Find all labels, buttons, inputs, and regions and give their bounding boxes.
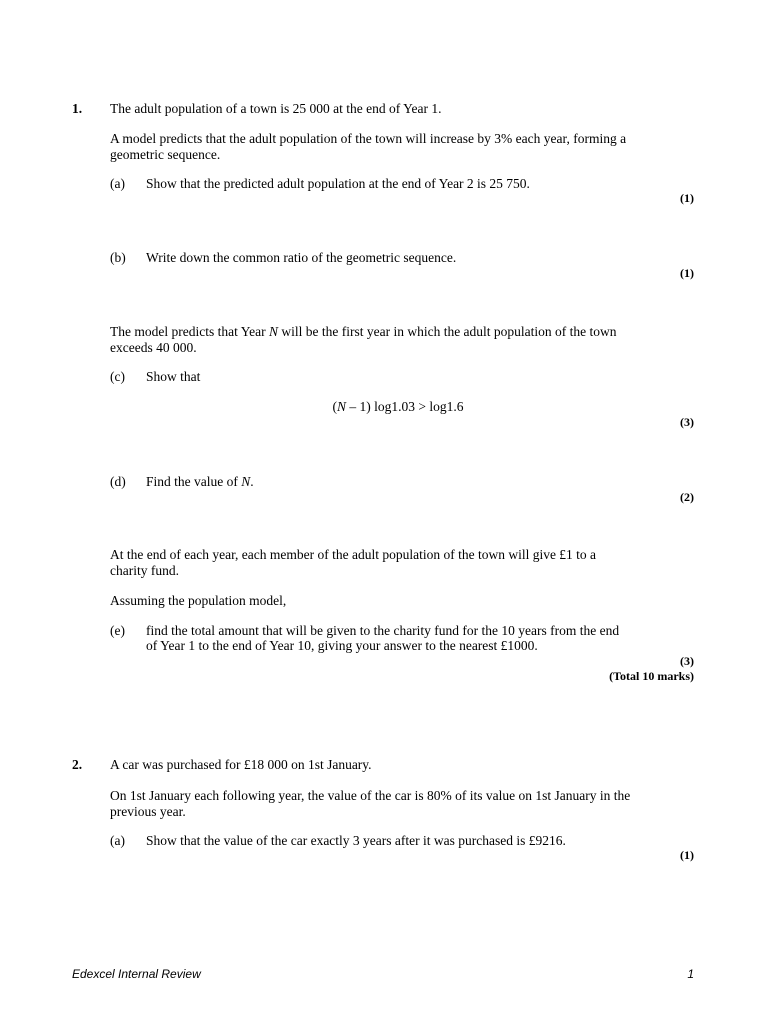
charity-text-line1: At the end of each year, each member of the adult population of the town will give £1 to a <box>110 547 597 562</box>
part-d-pre: Find the value of <box>146 474 242 489</box>
part-d-marks: (2) <box>680 490 694 504</box>
part-a-marks: (1) <box>680 191 694 205</box>
part-label-c: (c) <box>110 369 125 384</box>
part-e-marks: (3) <box>680 654 694 668</box>
model-text-line2: geometric sequence. <box>110 147 221 162</box>
part-d-post: . <box>250 474 254 489</box>
part-e-text-line1: find the total amount that will be given to the charity fund for the 10 years from the end <box>146 623 620 638</box>
part-label-e: (e) <box>110 623 125 638</box>
footer-source: Edexcel Internal Review <box>72 967 201 981</box>
part-c-marks: (3) <box>680 415 694 429</box>
part-c-text: Show that <box>146 369 201 384</box>
part-d-variable: N <box>241 474 251 489</box>
formula-variable: N <box>336 399 346 414</box>
question-intro: A car was purchased for £18 000 on 1st January. <box>110 757 372 772</box>
formula-post: – 1) log1.03 > log1.6 <box>346 399 464 414</box>
prediction-pre: The model predicts that Year <box>110 324 269 339</box>
part-a-text: Show that the value of the car exactly 3 years after it was purchased is £9216. <box>146 833 566 848</box>
part-a-marks: (1) <box>680 848 694 862</box>
prediction-post: will be the first year in which the adult population of the town <box>277 324 617 339</box>
assumption-text: Assuming the population model, <box>110 593 287 608</box>
value-text-line1: On 1st January each following year, the value of the car is 80% of its value on 1st January in the <box>110 788 631 803</box>
part-label-d: (d) <box>110 474 126 489</box>
question-intro: The adult population of a town is 25 000 at the end of Year 1. <box>110 101 442 116</box>
part-e-text-line2: of Year 1 to the end of Year 10, giving your answer to the nearest £1000. <box>146 638 538 653</box>
part-a-text: Show that the predicted adult population at the end of Year 2 is 25 750. <box>146 176 530 191</box>
part-b-text: Write down the common ratio of the geometric sequence. <box>146 250 457 265</box>
total-marks: (Total 10 marks) <box>609 669 694 683</box>
inequality-formula <box>110 399 686 414</box>
question-number: 1. <box>72 101 83 116</box>
part-label-a: (a) <box>110 833 125 848</box>
question-number: 2. <box>72 757 83 772</box>
formula-pre: ( <box>332 399 337 414</box>
charity-text-line2: charity fund. <box>110 563 179 578</box>
part-label-a: (a) <box>110 176 125 191</box>
page-number: 1 <box>687 967 694 981</box>
part-label-b: (b) <box>110 250 126 265</box>
model-text-line1: A model predicts that the adult population of the town will increase by 3% each year, forming a <box>110 131 627 146</box>
value-text-line2: previous year. <box>110 804 186 819</box>
variable-n: N <box>268 324 278 339</box>
prediction-text-line1 <box>110 324 617 339</box>
part-d-text <box>146 474 254 489</box>
part-b-marks: (1) <box>680 266 694 280</box>
prediction-text-line2: exceeds 40 000. <box>110 340 197 355</box>
